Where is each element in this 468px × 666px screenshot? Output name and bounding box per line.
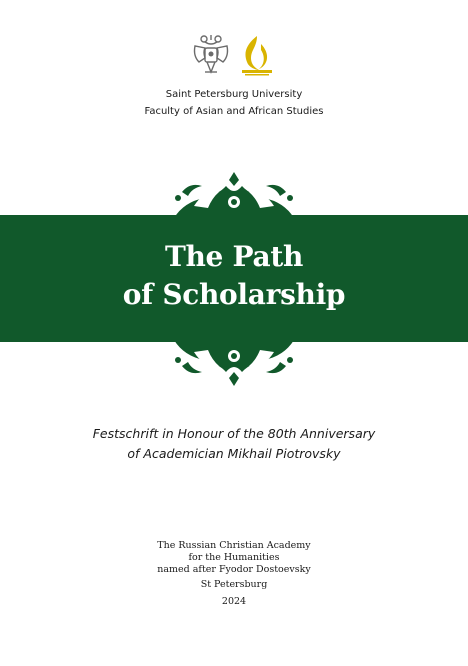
subtitle-block [0,424,468,464]
publication-year: 2024 [221,596,247,607]
publisher-line-3: named after Fyodor Dostoevsky [157,564,311,575]
bottom-ornament-icon [164,340,304,386]
institution-block [0,86,468,120]
title-line-2: of Scholarship [122,278,346,311]
subtitle-line-1: Festschrift in Honour of the 80th Anniversary [92,426,376,441]
book-title [0,238,468,314]
logos [0,32,468,78]
top-ornament-icon [164,172,304,218]
faculty-name: Faculty of Asian and African Studies [144,106,324,117]
flame-emblem-icon [237,32,277,78]
publisher-line-2: for the Humanities [188,552,280,563]
subtitle-line-2: of Academician Mikhail Piotrovsky [127,446,341,461]
publisher-block [0,540,468,576]
university-name: Saint Petersburg University [165,89,303,100]
title-line-1: The Path [164,240,304,273]
publication-city: St Petersburg [200,579,268,590]
publisher-line-1: The Russian Christian Academy [157,540,311,551]
double-headed-eagle-emblem-icon [191,32,231,78]
